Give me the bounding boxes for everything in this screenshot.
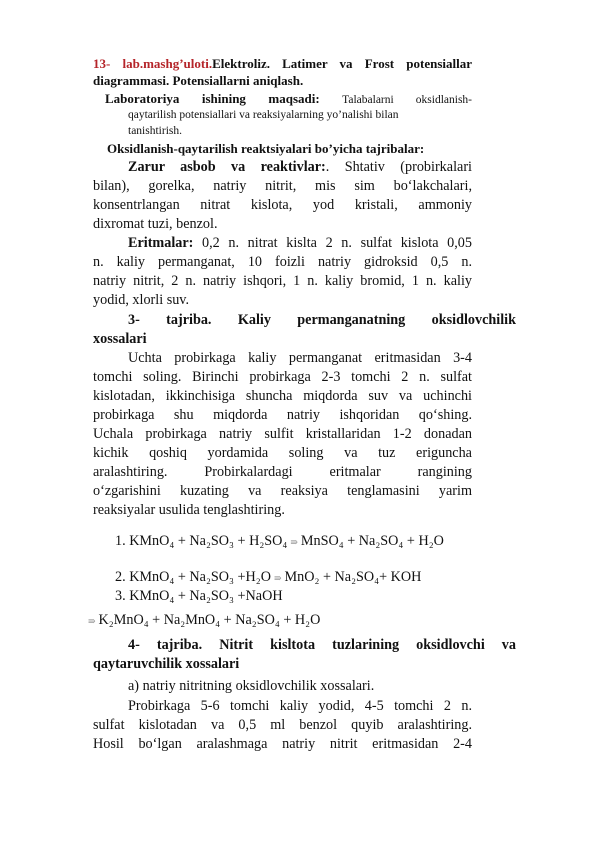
reactions-heading: Oksidlanish-qaytarilish reaktsiyalari bo’yicha tajribalar:	[107, 141, 425, 156]
exp4-paragraph-line: Hosil bo‘lgan aralashmaga natriy nitrit eritmasidan 2-4	[93, 736, 472, 752]
exp3-title-line-1: 3- tajriba. Kaliy permanganatning oksidlovchilik	[128, 312, 516, 328]
solutions-text-1: 0,2 n. nitrat kislta 2 n. sulfat kislota 0,05	[193, 235, 472, 251]
equipment-line-4: dixromat tuzi, benzol.	[93, 216, 218, 232]
equation-2-products: MnO₂ + Na₂SO₄+ KOH	[284, 569, 422, 585]
equation-3-products-line	[85, 611, 320, 630]
exp3-paragraph-line: aralashtiring. Probirkalardagi eritmalar rangining	[93, 464, 472, 480]
lab-title-line-2: diagrammasi. Potensiallarni aniqlash.	[93, 73, 304, 88]
equipment-line-1	[128, 158, 472, 176]
equation-2	[115, 568, 421, 587]
aim-line-3: tanishtirish.	[128, 125, 182, 137]
arrow-icon: ⇛	[274, 573, 282, 583]
solutions-line-4: yodid, xlorli suv.	[93, 292, 190, 308]
exp4-title-line-1: 4- tajriba. Nitrit kisltota tuzlarining oksidlovchi va	[128, 637, 516, 653]
aim-line-2: qaytarilish potensiallari va reaksiyalarning yo’nalishi bilan	[128, 109, 399, 121]
exp3-title-line-2: xossalari	[93, 331, 147, 347]
equation-3-products: K₂MnO₄ + Na₂MnO₄ + Na₂SO₄ + H₂O	[98, 612, 321, 628]
equation-2-reactants: 2. KMnO₄ + Na₂SO₃ +H₂O	[115, 569, 271, 585]
lab-number: 13- lab.mashg’uloti.	[93, 56, 213, 71]
aim-text-1: Talabalarni oksidlanish-	[342, 94, 472, 106]
exp3-paragraph-line: probirkaga shu miqdorda natriy ishqoridan qo‘shing.	[93, 407, 472, 423]
exp4-title-line-2: qaytaruvchilik xossalari	[93, 656, 240, 672]
solutions-line-2: n. kaliy permanganat, 10 foizli natriy gidroksid 0,5 n.	[93, 254, 472, 270]
equation-1-products: MnSO₄ + Na₂SO₄ + H₂O	[300, 533, 444, 549]
arrow-icon: ⇛	[88, 616, 96, 626]
equation-1-reactants: 1. KMnO₄ + Na₂SO₃ + H₂SO₄	[115, 533, 288, 549]
equation-3-reactants: 3. KMnO₄ + Na₂SO₃ +NaOH	[115, 588, 283, 604]
equipment-line-3: konsentrlangan nitrat kislota, yod kristali, ammoniy	[93, 197, 472, 213]
exp3-paragraph-line: reaksiyalar usulida tenglashtiring.	[93, 502, 285, 518]
equipment-label: Zarur asbob va reaktivlar:	[128, 159, 326, 175]
exp3-paragraph-line: Uchta probirkaga kaliy permanganat eritmasidan 3-4	[128, 350, 472, 366]
exp3-paragraph-line: Uchala probirkaga natriy sulfit kristallaridan 1-2 donadan	[93, 426, 472, 442]
exp3-paragraph-line: tomchi soling. Birinchi probirkaga 2-3 tomchi 2 n. sulfat	[93, 369, 472, 385]
solutions-line-3: natriy nitrit, 2 n. natriy ishqori, 1 n. kaliy bromid, 1 n. kaliy	[93, 273, 472, 289]
solutions-label: Eritmalar:	[128, 235, 194, 251]
aim-label: Laboratoriya ishining maqsadi:	[105, 91, 320, 106]
lab-title-line-1	[93, 56, 472, 72]
exp3-paragraph-line: kichik qoshiq yordamida soling va tuz eriguncha	[93, 445, 472, 461]
solutions-line-1	[128, 234, 472, 252]
exp3-paragraph-line: kislotadan, ikkinchisiga shuncha miqdorda suv va uchinchi	[93, 388, 472, 404]
exp3-paragraph-line: o‘zgarishini kuzating va reaksiya tenglamasini yarim	[93, 483, 472, 499]
equation-1	[115, 532, 444, 551]
equipment-line-2: bilan), gorelka, natriy nitrit, mis sim bo‘lakchalari,	[93, 178, 472, 194]
lab-title: Elektroliz. Latimer va Frost potensiallar	[212, 56, 472, 71]
exp4-paragraph-line: Probirkaga 5-6 tomchi kaliy yodid, 4-5 tomchi 2 n.	[128, 698, 472, 714]
equipment-text-1: . Shtativ (probirkalari	[325, 159, 472, 175]
aim-line-1	[105, 91, 472, 107]
exp4-paragraph-line: sulfat kislotadan va 0,5 ml benzol quyib aralashtiring.	[93, 717, 472, 733]
exp4-subheading-a: a) natriy nitritning oksidlovchilik xossalari.	[128, 678, 375, 694]
arrow-icon: ⇛	[290, 537, 298, 547]
